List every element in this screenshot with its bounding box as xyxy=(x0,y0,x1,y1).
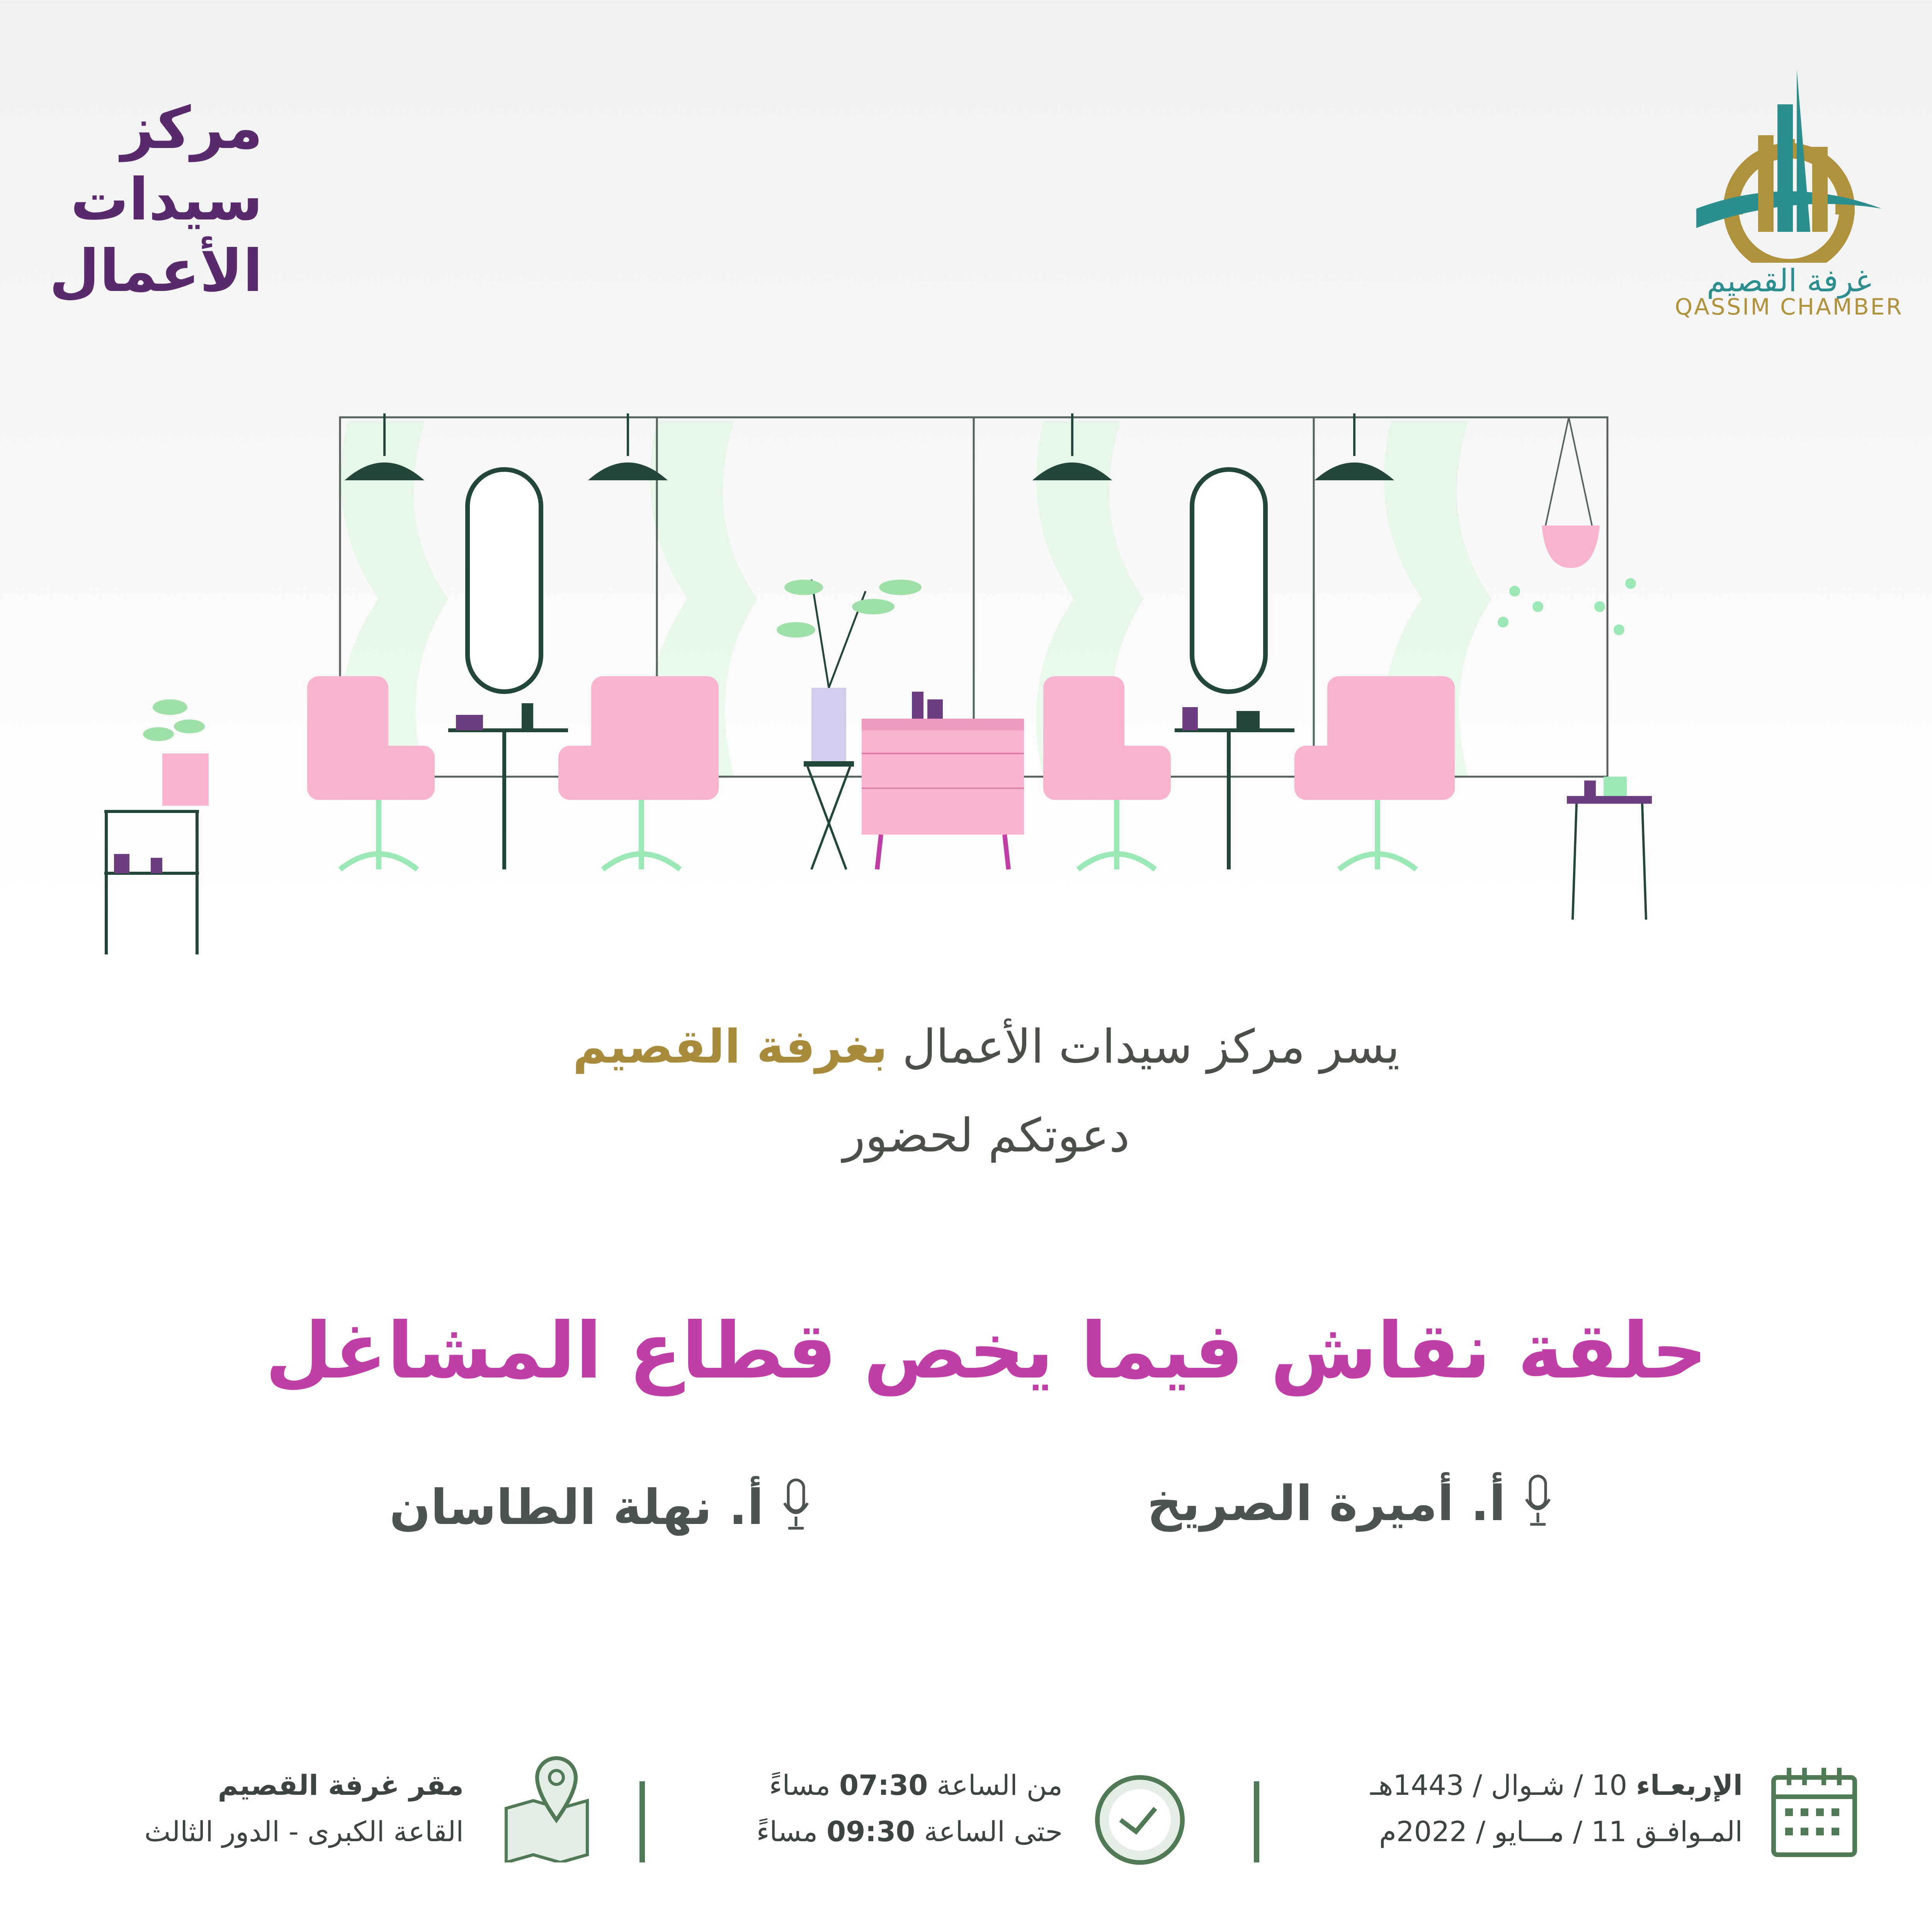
speaker-1 xyxy=(1121,1472,1553,1542)
side-table-icon xyxy=(1567,777,1652,920)
logo-right-arabic: غرفة القصيم xyxy=(1706,263,1872,299)
salon-illustration xyxy=(77,406,1777,966)
plant-stand-icon xyxy=(104,699,209,954)
time-to-suffix: مساءً xyxy=(756,1815,818,1848)
event-title: حلقة نقاش فيما يخص قطاع المشاغل xyxy=(265,1306,1708,1396)
intro-prefix: يسر مركز سيدات الأعمال xyxy=(902,1020,1400,1074)
logo-left-line2: سيدات xyxy=(70,166,263,233)
event-date xyxy=(1275,1762,1743,1855)
time-from-suffix: مساءً xyxy=(769,1769,831,1801)
divider xyxy=(639,1781,645,1862)
intro-highlight: بغرفة القصيم xyxy=(573,1020,888,1074)
logo-left-line1: مركز xyxy=(121,95,263,162)
qassim-chamber-logo xyxy=(1662,46,1917,325)
time-from-label: من الساعة xyxy=(937,1769,1063,1801)
hanging-plant-icon xyxy=(1498,417,1636,635)
intro-line-1 xyxy=(0,1020,1932,1074)
time-to: 09:30 xyxy=(827,1815,915,1848)
time-from: 07:30 xyxy=(839,1769,928,1801)
location-title: مقر غرفة القصيم xyxy=(218,1769,464,1801)
pink-cabinet-icon xyxy=(862,692,1024,869)
speaker-2-name: أ. نهلة الطاسان xyxy=(389,1480,764,1536)
event-time xyxy=(638,1762,1063,1855)
speaker-2 xyxy=(348,1476,811,1546)
qassim-chamber-emblem-icon xyxy=(1662,46,1917,263)
intro-line-2: دعوتكم لحضور xyxy=(843,1109,1130,1163)
date-day: الإربعـاء xyxy=(1636,1769,1743,1801)
logo-left-line3: الأعمال xyxy=(49,238,263,305)
date-gregorian: المـوافـق 11 / مـــايو / 2022م xyxy=(1379,1815,1743,1848)
map-pin-icon xyxy=(498,1754,595,1862)
time-to-label: حتى الساعة xyxy=(924,1815,1063,1848)
speaker-1-name: أ. أميرة الصريخ xyxy=(1147,1476,1506,1532)
date-hijri: 10 / شـوال / 1443هـ xyxy=(1370,1769,1628,1801)
event-location xyxy=(58,1762,464,1855)
location-detail: القاعة الكبرى - الدور الثالث xyxy=(144,1815,464,1848)
microphone-icon xyxy=(781,1476,811,1546)
business-women-center-logo xyxy=(46,93,263,325)
clock-icon xyxy=(1094,1774,1186,1866)
microphone-icon xyxy=(1522,1472,1553,1542)
logo-right-english: QASSIM CHAMBER xyxy=(1675,294,1903,320)
divider xyxy=(1254,1781,1259,1862)
calendar-icon xyxy=(1770,1766,1859,1859)
mirror-icon xyxy=(468,469,1265,692)
